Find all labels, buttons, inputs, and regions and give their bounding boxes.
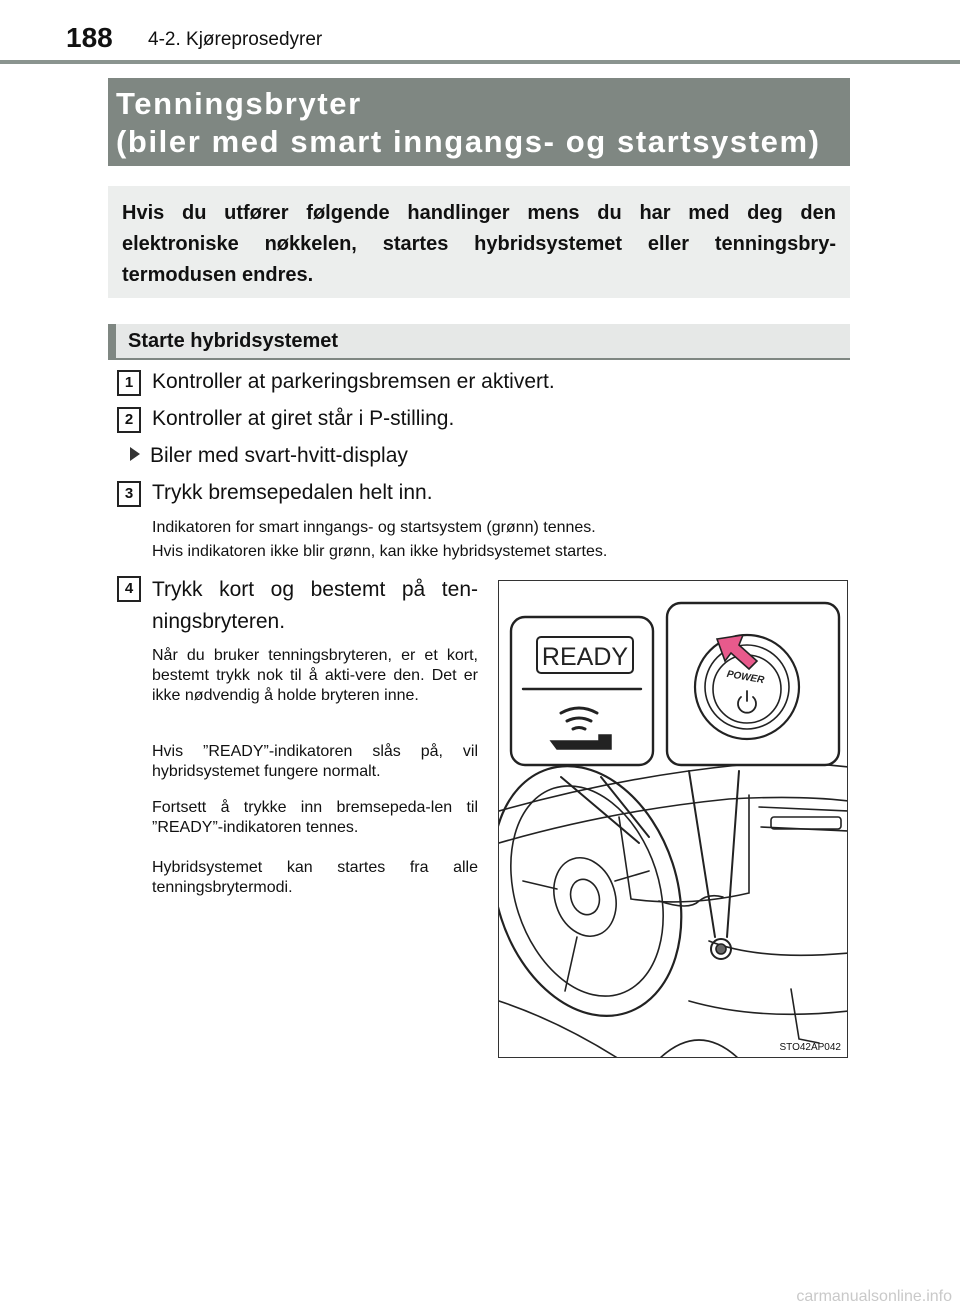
lower-trim — [791, 989, 819, 1043]
step4-paragraph-2: Hvis ”READY”-indikatoren slås på, vil hybridsystemet fungere normalt. — [152, 743, 478, 780]
pedal-area — [659, 1040, 739, 1058]
subheading-text: Starte hybridsystemet — [128, 330, 339, 352]
step3-note-1: Indikatoren for smart inngangs- og startsystem (grønn) tennes. — [152, 519, 596, 536]
ignition-illustration — [498, 580, 848, 1058]
subheading-bar — [108, 324, 116, 360]
spoke-bottom — [565, 937, 577, 991]
power-pointer-left — [689, 771, 715, 937]
bullet-triangle-icon — [130, 447, 140, 461]
bullet-item — [130, 444, 408, 468]
subheading — [108, 324, 850, 360]
bullet-text: Biler med svart-hvitt-display — [150, 444, 408, 467]
step-number-1: 1 — [117, 370, 141, 396]
step-text-2: Kontroller at giret står i P-stilling. — [152, 407, 455, 430]
step4-paragraph-1: Når du bruker tenningsbryteren, er et kort, bestemt trykk nok til å akti-vere den. Det er ikke nødvendig å holde bryteren inne. — [152, 647, 478, 704]
steering-hub — [544, 850, 626, 945]
power-label: POWER — [725, 668, 765, 687]
page-subtitle: (biler med smart inngangs- og startsystem) — [116, 124, 821, 159]
page-title: Tenningsbryter — [116, 86, 362, 121]
step4-paragraph-3: Fortsett å trykke inn bremsepeda-len til ”READY”-indikatoren tennes. — [152, 799, 478, 836]
step-number-3: 3 — [117, 481, 141, 507]
intro-box — [108, 186, 850, 298]
step-text-4: Trykk kort og bestemt på ten-ningsbryteren. — [152, 578, 478, 633]
intro-text: Hvis du utfører følgende handlinger mens du har med deg den elektroniske nøkkelen, startes hybridsystemet eller tenningsbry-termodusen endres. — [122, 202, 836, 286]
watermark: carmanualsonline.info — [796, 1288, 952, 1305]
image-code: STO42AP042 — [779, 1042, 841, 1053]
dashboard-drawing — [499, 581, 848, 1058]
page-number: 188 — [66, 22, 113, 53]
door-line — [499, 1001, 619, 1058]
power-pointer-right — [727, 771, 739, 937]
step-text-1: Kontroller at parkeringsbremsen er aktivert. — [152, 370, 555, 393]
step-text-3: Trykk bremsepedalen helt inn. — [152, 481, 433, 504]
step4-paragraph-4: Hybridsystemet kan startes fra alle tenningsbrytermodi. — [152, 859, 478, 896]
spoke-right — [615, 871, 649, 881]
header-rule — [0, 60, 960, 64]
title-block — [108, 78, 850, 166]
step-number-2: 2 — [117, 407, 141, 433]
ready-label: READY — [541, 643, 629, 671]
vent-line-1 — [759, 807, 848, 811]
steering-logo — [566, 876, 604, 919]
spoke-left — [523, 881, 557, 889]
dashboard-top-line — [499, 763, 848, 811]
dashboard-second-line — [499, 797, 848, 843]
section-label: 4-2. Kjøreprosedyrer — [148, 29, 323, 50]
step3-note-2: Hvis indikatoren ikke blir grønn, kan ikke hybridsystemet startes. — [152, 543, 608, 560]
step-number-4: 4 — [117, 576, 141, 602]
dash-power-switch-core — [716, 944, 726, 954]
console-line — [689, 1001, 848, 1014]
